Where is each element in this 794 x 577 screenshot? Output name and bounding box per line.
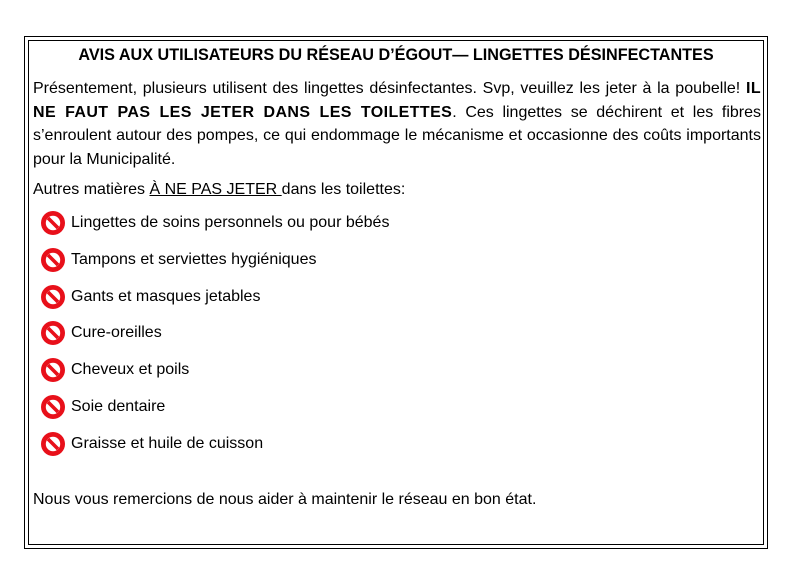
list-item <box>40 248 389 285</box>
other-materials-prefix: Autres matières <box>33 181 150 198</box>
list-item-label: Cure-oreilles <box>71 324 162 342</box>
no-symbol-icon <box>40 210 66 236</box>
intro-text-1: Présentement, plusieurs utilisent des lingettes désinfectantes. Svp, veuillez les jeter à la poubelle! <box>33 80 746 97</box>
list-item <box>40 432 389 469</box>
list-item <box>40 321 389 358</box>
no-symbol-icon <box>40 431 66 457</box>
list-item <box>40 358 389 395</box>
no-symbol-icon <box>40 320 66 346</box>
list-item-label: Tampons et serviettes hygiéniques <box>71 250 317 268</box>
no-symbol-icon <box>40 284 66 310</box>
notice-frame-outer <box>24 36 768 549</box>
intro-text-2: . Ces lingettes se déchirent et les fibres s’enroulent autour des pompes, ce qui endommage le mécanisme et occasionne des coûts importants pour la Municipalité. <box>33 103 761 168</box>
notice-title: AVIS AUX UTILISATEURS DU RÉSEAU D’ÉGOUT— LINGETTES DÉSINFECTANTES <box>78 46 714 64</box>
other-materials-underlined: À NE PAS JETER <box>149 181 282 198</box>
no-symbol-icon <box>40 394 66 420</box>
no-symbol-icon <box>40 247 66 273</box>
forbidden-items-list <box>40 211 389 469</box>
list-item <box>40 211 389 248</box>
list-item-label: Cheveux et poils <box>71 361 190 379</box>
intro-paragraph <box>33 77 761 171</box>
thanks-text: Nous vous remercions de nous aider à maintenir le réseau en bon état. <box>33 491 537 508</box>
list-item-label: Graisse et huile de cuisson <box>71 434 264 452</box>
other-materials-suffix: dans les toilettes: <box>281 181 406 198</box>
list-item <box>40 285 389 322</box>
list-item-label: Gants et masques jetables <box>71 287 261 305</box>
list-item-label: Soie dentaire <box>71 397 166 415</box>
notice-frame <box>28 40 764 545</box>
list-item <box>40 395 389 432</box>
other-materials-heading <box>33 181 405 199</box>
list-item-label: Lingettes de soins personnels ou pour bébés <box>71 214 390 231</box>
intro-warning-bold: IL NE FAUT PAS LES JETER DANS LES TOILETTES <box>33 80 761 121</box>
no-symbol-icon <box>40 357 66 383</box>
